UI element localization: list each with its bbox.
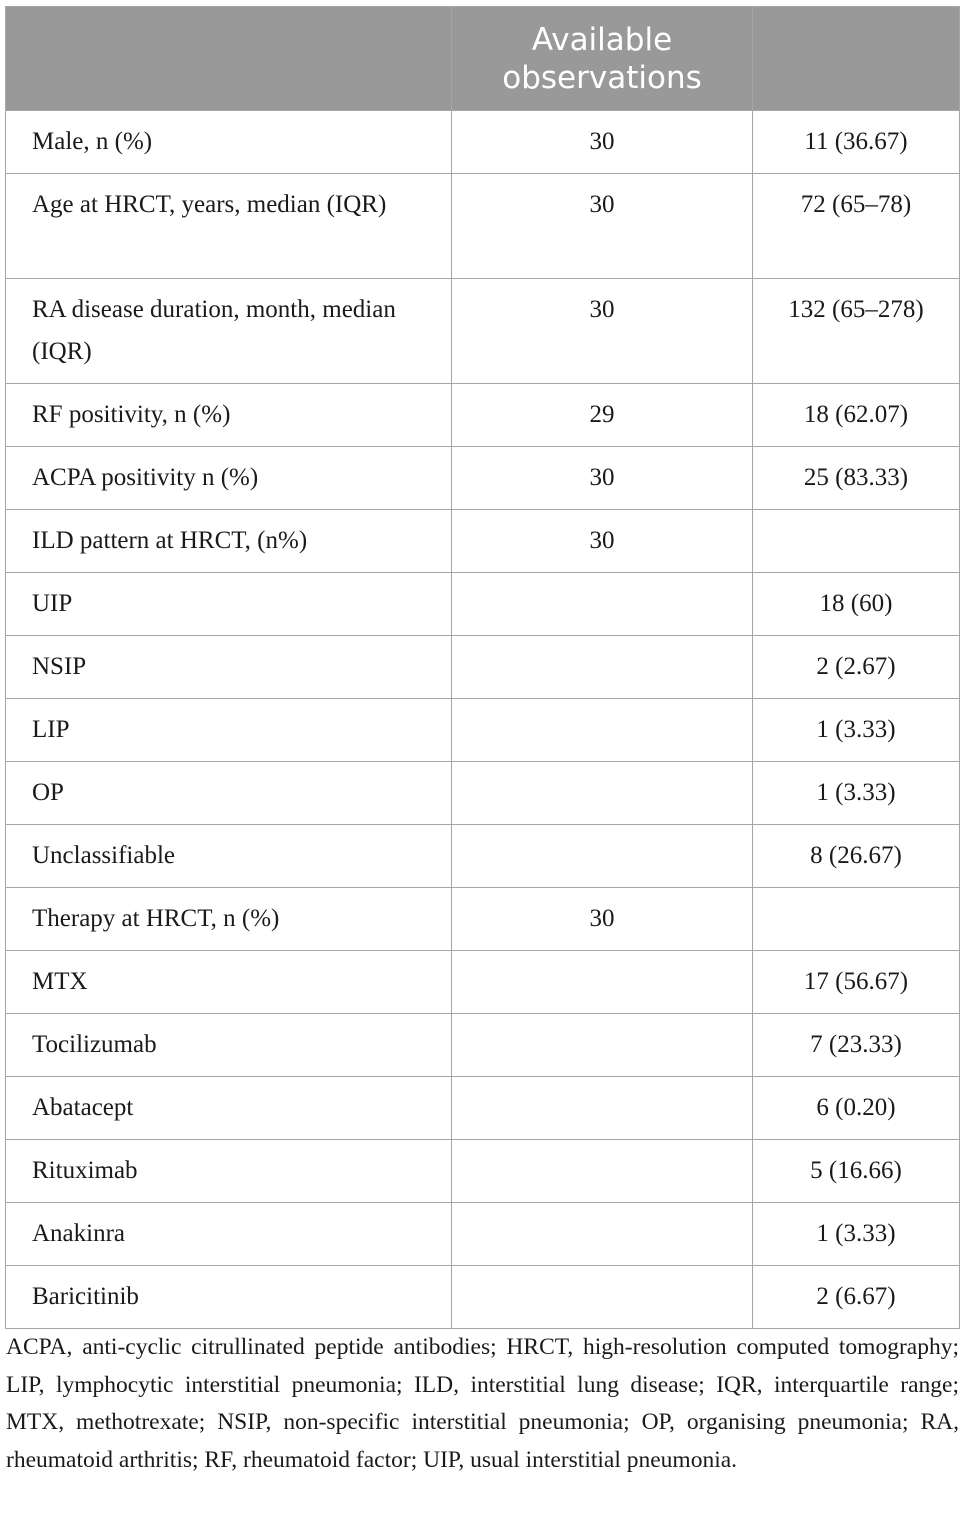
row-available: 30	[452, 279, 753, 384]
row-label: Tocilizumab	[6, 1014, 452, 1077]
row-available	[452, 1266, 753, 1329]
row-label: Therapy at HRCT, n (%)	[6, 888, 452, 951]
row-available: 30	[452, 174, 753, 279]
row-value: 11 (36.67)	[753, 111, 960, 174]
row-label: Male, n (%)	[6, 111, 452, 174]
row-label: UIP	[6, 573, 452, 636]
row-label: Baricitinib	[6, 1266, 452, 1329]
table-row	[6, 636, 960, 699]
table-row	[6, 111, 960, 174]
row-label: Age at HRCT, years, median (IQR)	[6, 174, 452, 279]
row-available	[452, 699, 753, 762]
row-available	[452, 636, 753, 699]
row-value: 7 (23.33)	[753, 1014, 960, 1077]
table-row	[6, 279, 960, 384]
header-characteristic	[6, 7, 452, 111]
table-row	[6, 573, 960, 636]
row-value: 72 (65–78)	[753, 174, 960, 279]
table-row	[6, 1203, 960, 1266]
header-row	[6, 7, 960, 111]
row-available	[452, 825, 753, 888]
row-label: Unclassifiable	[6, 825, 452, 888]
row-value: 132 (65–278)	[753, 279, 960, 384]
row-available	[452, 951, 753, 1014]
characteristics-table-container	[5, 6, 959, 1329]
table-row	[6, 888, 960, 951]
row-value: 1 (3.33)	[753, 762, 960, 825]
table-row	[6, 384, 960, 447]
table-row	[6, 1077, 960, 1140]
table-row	[6, 825, 960, 888]
row-available	[452, 1140, 753, 1203]
row-label: RA disease duration, month, median (IQR)	[6, 279, 452, 384]
row-label: Anakinra	[6, 1203, 452, 1266]
row-label: ACPA positivity n (%)	[6, 447, 452, 510]
row-available	[452, 1014, 753, 1077]
row-available: 29	[452, 384, 753, 447]
row-available: 30	[452, 510, 753, 573]
table-header	[6, 7, 960, 111]
row-value: 1 (3.33)	[753, 1203, 960, 1266]
row-label: MTX	[6, 951, 452, 1014]
row-value: 17 (56.67)	[753, 951, 960, 1014]
characteristics-table	[5, 6, 960, 1329]
table-row	[6, 447, 960, 510]
row-available: 30	[452, 447, 753, 510]
table-row	[6, 762, 960, 825]
table-row	[6, 174, 960, 279]
row-label: Rituximab	[6, 1140, 452, 1203]
table-row	[6, 951, 960, 1014]
row-label: Abatacept	[6, 1077, 452, 1140]
row-value	[753, 888, 960, 951]
table-row	[6, 1140, 960, 1203]
row-value: 6 (0.20)	[753, 1077, 960, 1140]
row-value: 18 (60)	[753, 573, 960, 636]
row-available	[452, 762, 753, 825]
row-value: 18 (62.07)	[753, 384, 960, 447]
table-row	[6, 1014, 960, 1077]
table-row	[6, 1266, 960, 1329]
header-value	[753, 7, 960, 111]
row-value: 8 (26.67)	[753, 825, 960, 888]
row-available	[452, 573, 753, 636]
row-value: 25 (83.33)	[753, 447, 960, 510]
row-value: 1 (3.33)	[753, 699, 960, 762]
row-label: NSIP	[6, 636, 452, 699]
row-value	[753, 510, 960, 573]
row-available	[452, 1203, 753, 1266]
row-available: 30	[452, 111, 753, 174]
row-value: 5 (16.66)	[753, 1140, 960, 1203]
footnote-text: ACPA, anti-cyclic citrullinated peptide antibodies; HRCT, high-resolution computed tomography; LIP, lymphocytic interstitial pneumonia; ILD, interstitial lung disease; IQR, interquartile range; MTX, methotrexate; NSIP, non-specific interstitial pneumonia; OP, organising pneumonia; RA, rheumatoid arthritis; RF, rheumatoid factor; UIP, usual interstitial pneumonia.	[6, 1334, 959, 1473]
row-label: OP	[6, 762, 452, 825]
table-row	[6, 699, 960, 762]
row-value: 2 (2.67)	[753, 636, 960, 699]
row-label: RF positivity, n (%)	[6, 384, 452, 447]
row-available: 30	[452, 888, 753, 951]
row-value: 2 (6.67)	[753, 1266, 960, 1329]
row-available	[452, 1077, 753, 1140]
row-label: LIP	[6, 699, 452, 762]
row-label: ILD pattern at HRCT, (n%)	[6, 510, 452, 573]
table-footnote	[6, 1329, 959, 1479]
header-available-observations: Available observations	[452, 7, 753, 111]
table-body	[6, 111, 960, 1329]
table-row	[6, 510, 960, 573]
